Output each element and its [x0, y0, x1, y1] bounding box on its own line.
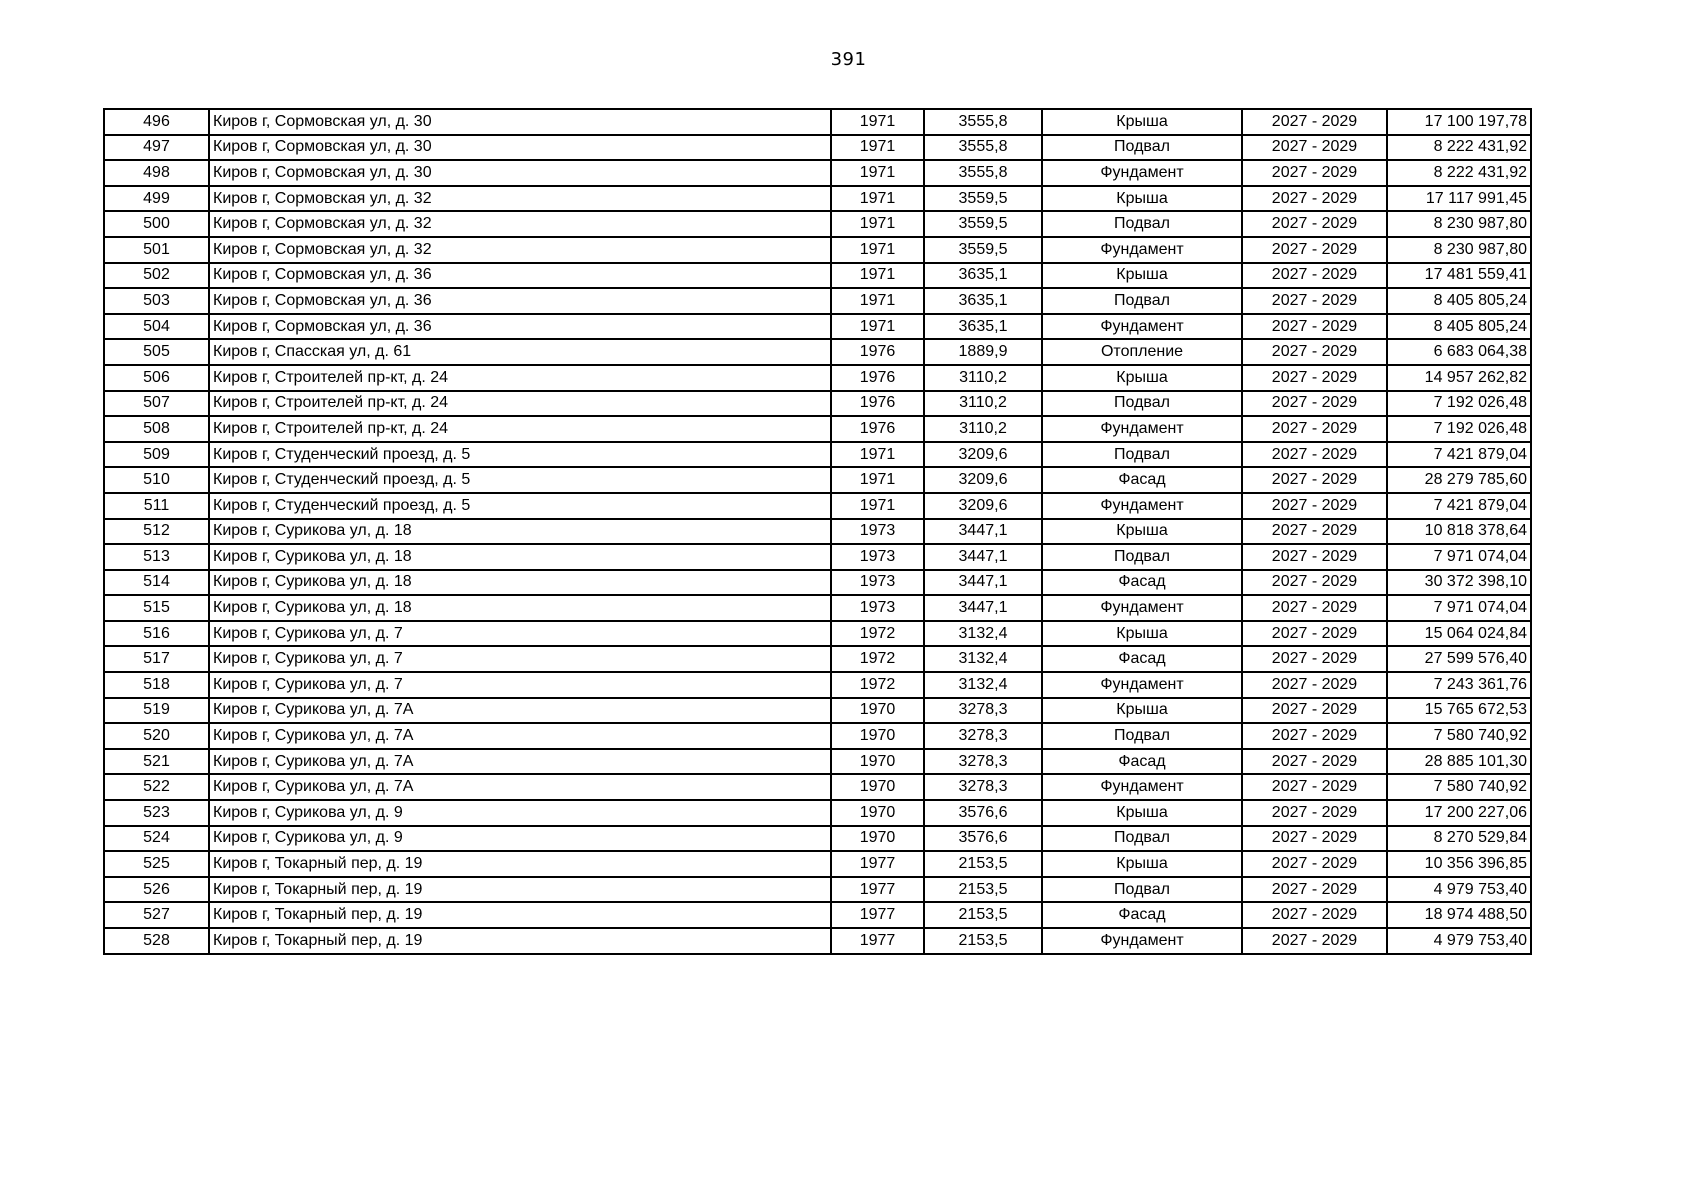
table-row: [104, 211, 1531, 237]
build-year-cell: 1971: [831, 442, 924, 468]
repair-schedule-table: [103, 108, 1532, 955]
table-row: [104, 723, 1531, 749]
work-type-cell: Фундамент: [1042, 774, 1242, 800]
row-number-cell: 511: [104, 493, 209, 519]
row-number-cell: 505: [104, 339, 209, 365]
work-type-cell: Фундамент: [1042, 416, 1242, 442]
address-cell: Киров г, Строителей пр-кт, д. 24: [209, 416, 831, 442]
row-number-cell: 498: [104, 160, 209, 186]
period-cell: 2027 - 2029: [1242, 672, 1387, 698]
period-cell: 2027 - 2029: [1242, 263, 1387, 289]
build-year-cell: 1971: [831, 237, 924, 263]
cost-cell: 7 421 879,04: [1387, 493, 1531, 519]
period-cell: 2027 - 2029: [1242, 877, 1387, 903]
row-number-cell: 509: [104, 442, 209, 468]
work-type-cell: Подвал: [1042, 135, 1242, 161]
area-cell: 3635,1: [924, 314, 1042, 340]
row-number-cell: 526: [104, 877, 209, 903]
build-year-cell: 1971: [831, 263, 924, 289]
period-cell: 2027 - 2029: [1242, 135, 1387, 161]
cost-cell: 15 765 672,53: [1387, 698, 1531, 724]
work-type-cell: Фундамент: [1042, 237, 1242, 263]
cost-cell: 27 599 576,40: [1387, 646, 1531, 672]
work-type-cell: Подвал: [1042, 288, 1242, 314]
address-cell: Киров г, Токарный пер, д. 19: [209, 928, 831, 954]
work-type-cell: Крыша: [1042, 519, 1242, 545]
address-cell: Киров г, Сурикова ул, д. 18: [209, 570, 831, 596]
build-year-cell: 1970: [831, 826, 924, 852]
period-cell: 2027 - 2029: [1242, 442, 1387, 468]
cost-cell: 8 270 529,84: [1387, 826, 1531, 852]
cost-cell: 17 200 227,06: [1387, 800, 1531, 826]
period-cell: 2027 - 2029: [1242, 416, 1387, 442]
address-cell: Киров г, Сормовская ул, д. 32: [209, 211, 831, 237]
cost-cell: 17 481 559,41: [1387, 263, 1531, 289]
cost-cell: 8 222 431,92: [1387, 135, 1531, 161]
address-cell: Киров г, Сурикова ул, д. 7: [209, 672, 831, 698]
address-cell: Киров г, Строителей пр-кт, д. 24: [209, 365, 831, 391]
period-cell: 2027 - 2029: [1242, 467, 1387, 493]
row-number-cell: 523: [104, 800, 209, 826]
table-row: [104, 544, 1531, 570]
area-cell: 3209,6: [924, 467, 1042, 493]
period-cell: 2027 - 2029: [1242, 365, 1387, 391]
table-body: [104, 109, 1531, 954]
work-type-cell: Крыша: [1042, 621, 1242, 647]
address-cell: Киров г, Токарный пер, д. 19: [209, 851, 831, 877]
row-number-cell: 496: [104, 109, 209, 135]
build-year-cell: 1971: [831, 186, 924, 212]
row-number-cell: 500: [104, 211, 209, 237]
cost-cell: 8 405 805,24: [1387, 314, 1531, 340]
table-row: [104, 928, 1531, 954]
row-number-cell: 519: [104, 698, 209, 724]
cost-cell: 28 279 785,60: [1387, 467, 1531, 493]
address-cell: Киров г, Сормовская ул, д. 36: [209, 263, 831, 289]
table-row: [104, 467, 1531, 493]
build-year-cell: 1976: [831, 391, 924, 417]
row-number-cell: 528: [104, 928, 209, 954]
table-row: [104, 519, 1531, 545]
cost-cell: 7 192 026,48: [1387, 391, 1531, 417]
work-type-cell: Фасад: [1042, 646, 1242, 672]
period-cell: 2027 - 2029: [1242, 646, 1387, 672]
build-year-cell: 1977: [831, 877, 924, 903]
cost-cell: 7 971 074,04: [1387, 544, 1531, 570]
work-type-cell: Фундамент: [1042, 672, 1242, 698]
table-row: [104, 774, 1531, 800]
table-row: [104, 621, 1531, 647]
address-cell: Киров г, Сурикова ул, д. 7А: [209, 723, 831, 749]
cost-cell: 8 405 805,24: [1387, 288, 1531, 314]
address-cell: Киров г, Сормовская ул, д. 30: [209, 160, 831, 186]
table-row: [104, 314, 1531, 340]
table-row: [104, 263, 1531, 289]
work-type-cell: Подвал: [1042, 877, 1242, 903]
table-row: [104, 646, 1531, 672]
period-cell: 2027 - 2029: [1242, 621, 1387, 647]
work-type-cell: Фундамент: [1042, 314, 1242, 340]
area-cell: 3635,1: [924, 288, 1042, 314]
work-type-cell: Фасад: [1042, 749, 1242, 775]
period-cell: 2027 - 2029: [1242, 570, 1387, 596]
area-cell: 2153,5: [924, 902, 1042, 928]
row-number-cell: 508: [104, 416, 209, 442]
row-number-cell: 522: [104, 774, 209, 800]
work-type-cell: Крыша: [1042, 186, 1242, 212]
cost-cell: 7 192 026,48: [1387, 416, 1531, 442]
cost-cell: 15 064 024,84: [1387, 621, 1531, 647]
period-cell: 2027 - 2029: [1242, 698, 1387, 724]
row-number-cell: 501: [104, 237, 209, 263]
period-cell: 2027 - 2029: [1242, 109, 1387, 135]
area-cell: 3447,1: [924, 544, 1042, 570]
cost-cell: 7 243 361,76: [1387, 672, 1531, 698]
cost-cell: 10 818 378,64: [1387, 519, 1531, 545]
work-type-cell: Фундамент: [1042, 595, 1242, 621]
row-number-cell: 525: [104, 851, 209, 877]
build-year-cell: 1973: [831, 595, 924, 621]
address-cell: Киров г, Сурикова ул, д. 7А: [209, 749, 831, 775]
address-cell: Киров г, Сурикова ул, д. 18: [209, 544, 831, 570]
area-cell: 2153,5: [924, 851, 1042, 877]
table-row: [104, 570, 1531, 596]
cost-cell: 30 372 398,10: [1387, 570, 1531, 596]
build-year-cell: 1970: [831, 774, 924, 800]
row-number-cell: 497: [104, 135, 209, 161]
table-row: [104, 109, 1531, 135]
area-cell: 3555,8: [924, 109, 1042, 135]
area-cell: 3576,6: [924, 800, 1042, 826]
period-cell: 2027 - 2029: [1242, 391, 1387, 417]
build-year-cell: 1971: [831, 288, 924, 314]
work-type-cell: Крыша: [1042, 851, 1242, 877]
build-year-cell: 1972: [831, 621, 924, 647]
period-cell: 2027 - 2029: [1242, 339, 1387, 365]
build-year-cell: 1977: [831, 928, 924, 954]
area-cell: 3110,2: [924, 416, 1042, 442]
address-cell: Киров г, Сормовская ул, д. 32: [209, 237, 831, 263]
table-row: [104, 902, 1531, 928]
table-row: [104, 800, 1531, 826]
area-cell: 3559,5: [924, 211, 1042, 237]
table-row: [104, 493, 1531, 519]
row-number-cell: 507: [104, 391, 209, 417]
period-cell: 2027 - 2029: [1242, 851, 1387, 877]
address-cell: Киров г, Сормовская ул, д. 30: [209, 135, 831, 161]
work-type-cell: Фасад: [1042, 570, 1242, 596]
build-year-cell: 1970: [831, 698, 924, 724]
area-cell: 3278,3: [924, 749, 1042, 775]
area-cell: 3132,4: [924, 646, 1042, 672]
work-type-cell: Фундамент: [1042, 928, 1242, 954]
row-number-cell: 527: [104, 902, 209, 928]
cost-cell: 17 117 991,45: [1387, 186, 1531, 212]
work-type-cell: Крыша: [1042, 109, 1242, 135]
area-cell: 3132,4: [924, 672, 1042, 698]
table-row: [104, 416, 1531, 442]
cost-cell: 14 957 262,82: [1387, 365, 1531, 391]
build-year-cell: 1970: [831, 800, 924, 826]
work-type-cell: Крыша: [1042, 698, 1242, 724]
table-row: [104, 237, 1531, 263]
address-cell: Киров г, Сормовская ул, д. 36: [209, 288, 831, 314]
area-cell: 2153,5: [924, 877, 1042, 903]
build-year-cell: 1971: [831, 160, 924, 186]
cost-cell: 8 230 987,80: [1387, 211, 1531, 237]
area-cell: 3555,8: [924, 160, 1042, 186]
address-cell: Киров г, Сурикова ул, д. 18: [209, 595, 831, 621]
period-cell: 2027 - 2029: [1242, 723, 1387, 749]
row-number-cell: 503: [104, 288, 209, 314]
cost-cell: 7 421 879,04: [1387, 442, 1531, 468]
table-row: [104, 288, 1531, 314]
build-year-cell: 1971: [831, 135, 924, 161]
row-number-cell: 514: [104, 570, 209, 596]
address-cell: Киров г, Сурикова ул, д. 9: [209, 826, 831, 852]
build-year-cell: 1973: [831, 570, 924, 596]
area-cell: 3559,5: [924, 237, 1042, 263]
address-cell: Киров г, Токарный пер, д. 19: [209, 902, 831, 928]
area-cell: 3447,1: [924, 519, 1042, 545]
period-cell: 2027 - 2029: [1242, 237, 1387, 263]
table-row: [104, 339, 1531, 365]
row-number-cell: 512: [104, 519, 209, 545]
period-cell: 2027 - 2029: [1242, 928, 1387, 954]
address-cell: Киров г, Сурикова ул, д. 7А: [209, 774, 831, 800]
build-year-cell: 1972: [831, 646, 924, 672]
area-cell: 1889,9: [924, 339, 1042, 365]
build-year-cell: 1976: [831, 416, 924, 442]
table-row: [104, 365, 1531, 391]
address-cell: Киров г, Сурикова ул, д. 7: [209, 621, 831, 647]
work-type-cell: Подвал: [1042, 211, 1242, 237]
area-cell: 3110,2: [924, 365, 1042, 391]
cost-cell: 8 222 431,92: [1387, 160, 1531, 186]
period-cell: 2027 - 2029: [1242, 800, 1387, 826]
period-cell: 2027 - 2029: [1242, 774, 1387, 800]
period-cell: 2027 - 2029: [1242, 826, 1387, 852]
address-cell: Киров г, Сурикова ул, д. 7А: [209, 698, 831, 724]
period-cell: 2027 - 2029: [1242, 902, 1387, 928]
build-year-cell: 1971: [831, 493, 924, 519]
build-year-cell: 1972: [831, 672, 924, 698]
area-cell: 3278,3: [924, 698, 1042, 724]
area-cell: 3559,5: [924, 186, 1042, 212]
table-row: [104, 391, 1531, 417]
build-year-cell: 1970: [831, 723, 924, 749]
address-cell: Киров г, Студенческий проезд, д. 5: [209, 442, 831, 468]
area-cell: 3278,3: [924, 723, 1042, 749]
cost-cell: 17 100 197,78: [1387, 109, 1531, 135]
row-number-cell: 506: [104, 365, 209, 391]
address-cell: Киров г, Сурикова ул, д. 9: [209, 800, 831, 826]
table-row: [104, 826, 1531, 852]
area-cell: 3209,6: [924, 442, 1042, 468]
build-year-cell: 1971: [831, 314, 924, 340]
area-cell: 3635,1: [924, 263, 1042, 289]
work-type-cell: Крыша: [1042, 263, 1242, 289]
build-year-cell: 1971: [831, 109, 924, 135]
area-cell: 3447,1: [924, 595, 1042, 621]
cost-cell: 10 356 396,85: [1387, 851, 1531, 877]
table-row: [104, 595, 1531, 621]
area-cell: 3576,6: [924, 826, 1042, 852]
build-year-cell: 1971: [831, 211, 924, 237]
table-row: [104, 672, 1531, 698]
row-number-cell: 510: [104, 467, 209, 493]
address-cell: Киров г, Сормовская ул, д. 30: [209, 109, 831, 135]
table-row: [104, 698, 1531, 724]
table-row: [104, 851, 1531, 877]
row-number-cell: 517: [104, 646, 209, 672]
work-type-cell: Крыша: [1042, 800, 1242, 826]
table-row: [104, 442, 1531, 468]
table-row: [104, 877, 1531, 903]
build-year-cell: 1971: [831, 467, 924, 493]
table-row: [104, 186, 1531, 212]
row-number-cell: 518: [104, 672, 209, 698]
area-cell: 3555,8: [924, 135, 1042, 161]
period-cell: 2027 - 2029: [1242, 314, 1387, 340]
period-cell: 2027 - 2029: [1242, 493, 1387, 519]
period-cell: 2027 - 2029: [1242, 519, 1387, 545]
period-cell: 2027 - 2029: [1242, 544, 1387, 570]
work-type-cell: Фасад: [1042, 467, 1242, 493]
cost-cell: 8 230 987,80: [1387, 237, 1531, 263]
work-type-cell: Фундамент: [1042, 493, 1242, 519]
cost-cell: 28 885 101,30: [1387, 749, 1531, 775]
build-year-cell: 1976: [831, 365, 924, 391]
work-type-cell: Подвал: [1042, 723, 1242, 749]
cost-cell: 6 683 064,38: [1387, 339, 1531, 365]
period-cell: 2027 - 2029: [1242, 595, 1387, 621]
period-cell: 2027 - 2029: [1242, 749, 1387, 775]
build-year-cell: 1973: [831, 544, 924, 570]
table-row: [104, 135, 1531, 161]
address-cell: Киров г, Сурикова ул, д. 7: [209, 646, 831, 672]
work-type-cell: Подвал: [1042, 544, 1242, 570]
cost-cell: 4 979 753,40: [1387, 877, 1531, 903]
area-cell: 3209,6: [924, 493, 1042, 519]
address-cell: Киров г, Спасская ул, д. 61: [209, 339, 831, 365]
table-row: [104, 749, 1531, 775]
area-cell: 3110,2: [924, 391, 1042, 417]
work-type-cell: Отопление: [1042, 339, 1242, 365]
row-number-cell: 516: [104, 621, 209, 647]
work-type-cell: Фасад: [1042, 902, 1242, 928]
row-number-cell: 499: [104, 186, 209, 212]
work-type-cell: Подвал: [1042, 391, 1242, 417]
row-number-cell: 502: [104, 263, 209, 289]
area-cell: 3132,4: [924, 621, 1042, 647]
address-cell: Киров г, Студенческий проезд, д. 5: [209, 467, 831, 493]
work-type-cell: Фундамент: [1042, 160, 1242, 186]
work-type-cell: Подвал: [1042, 826, 1242, 852]
cost-cell: 4 979 753,40: [1387, 928, 1531, 954]
work-type-cell: Подвал: [1042, 442, 1242, 468]
row-number-cell: 515: [104, 595, 209, 621]
period-cell: 2027 - 2029: [1242, 186, 1387, 212]
period-cell: 2027 - 2029: [1242, 160, 1387, 186]
row-number-cell: 520: [104, 723, 209, 749]
address-cell: Киров г, Строителей пр-кт, д. 24: [209, 391, 831, 417]
address-cell: Киров г, Сурикова ул, д. 18: [209, 519, 831, 545]
row-number-cell: 513: [104, 544, 209, 570]
area-cell: 2153,5: [924, 928, 1042, 954]
row-number-cell: 524: [104, 826, 209, 852]
page-number: 391: [830, 49, 867, 70]
area-cell: 3447,1: [924, 570, 1042, 596]
table-row: [104, 160, 1531, 186]
build-year-cell: 1970: [831, 749, 924, 775]
cost-cell: 7 580 740,92: [1387, 723, 1531, 749]
address-cell: Киров г, Токарный пер, д. 19: [209, 877, 831, 903]
period-cell: 2027 - 2029: [1242, 288, 1387, 314]
address-cell: Киров г, Студенческий проезд, д. 5: [209, 493, 831, 519]
address-cell: Киров г, Сормовская ул, д. 36: [209, 314, 831, 340]
cost-cell: 18 974 488,50: [1387, 902, 1531, 928]
period-cell: 2027 - 2029: [1242, 211, 1387, 237]
build-year-cell: 1976: [831, 339, 924, 365]
work-type-cell: Крыша: [1042, 365, 1242, 391]
build-year-cell: 1973: [831, 519, 924, 545]
address-cell: Киров г, Сормовская ул, д. 32: [209, 186, 831, 212]
cost-cell: 7 971 074,04: [1387, 595, 1531, 621]
area-cell: 3278,3: [924, 774, 1042, 800]
cost-cell: 7 580 740,92: [1387, 774, 1531, 800]
build-year-cell: 1977: [831, 902, 924, 928]
row-number-cell: 504: [104, 314, 209, 340]
build-year-cell: 1977: [831, 851, 924, 877]
row-number-cell: 521: [104, 749, 209, 775]
